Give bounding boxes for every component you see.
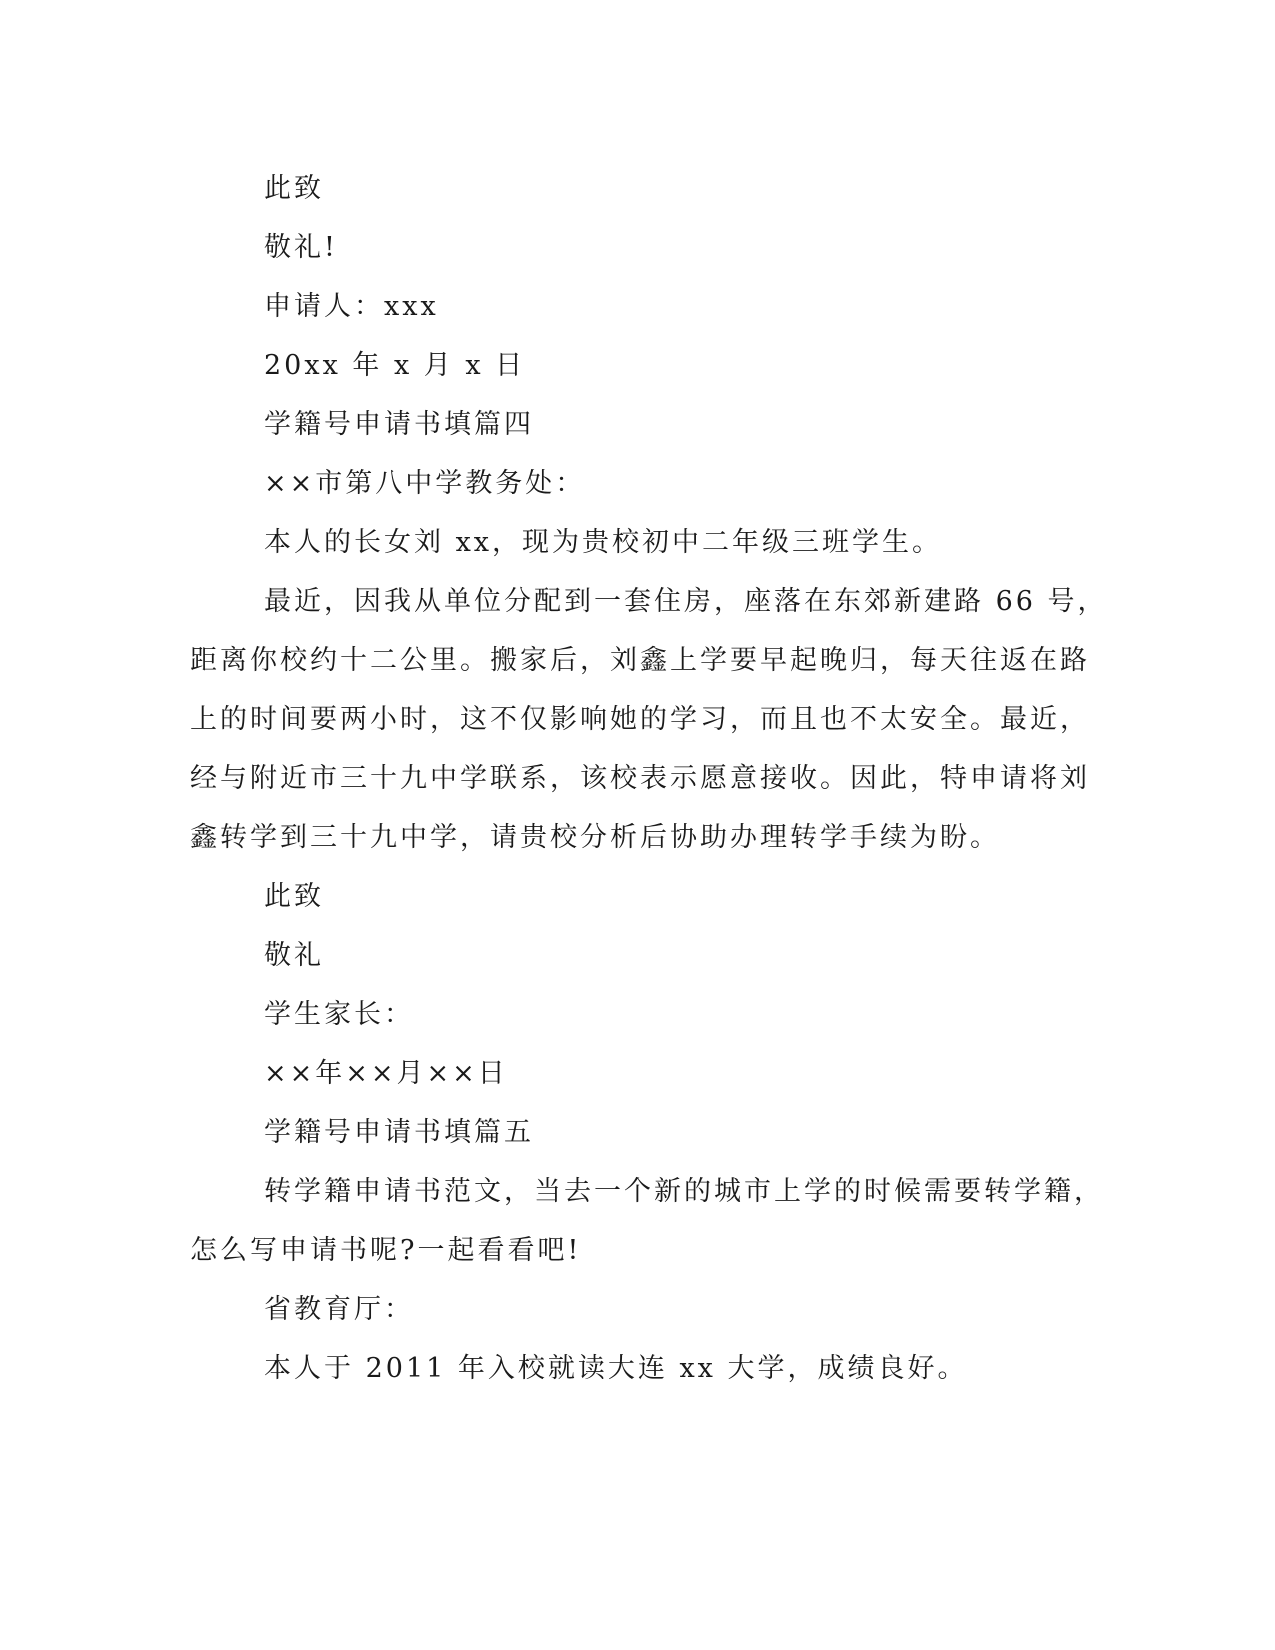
section-heading-4: 学籍号申请书填篇四	[264, 409, 534, 440]
paragraph-line: 经与附近市三十九中学联系，该校表示愿意接收。因此，特申请将刘	[190, 763, 1090, 794]
recipient-line: ××市第八中学教务处：	[264, 468, 586, 499]
section-heading-5: 学籍号申请书填篇五	[264, 1117, 534, 1148]
closing-salutation: 此致	[264, 173, 324, 204]
paragraph-line: 最近，因我从单位分配到一套住房，座落在东郊新建路 66 号，	[264, 586, 1108, 617]
signature-date: 20xx 年 x 月 x 日	[264, 350, 526, 381]
recipient-line: 省教育厅：	[264, 1294, 414, 1325]
applicant-signature: 申请人：xxx	[264, 291, 439, 322]
closing-regards: 敬礼!	[264, 232, 338, 263]
paragraph-line: 本人的长女刘 xx，现为贵校初中二年级三班学生。	[264, 527, 943, 558]
paragraph-line: 距离你校约十二公里。搬家后，刘鑫上学要早起晚归，每天往返在路	[190, 645, 1090, 676]
paragraph-line: 本人于 2011 年入校就读大连 xx 大学，成绩良好。	[264, 1353, 968, 1384]
paragraph-line: 鑫转学到三十九中学，请贵校分析后协助办理转学手续为盼。	[190, 822, 1000, 853]
paragraph-line: 怎么写申请书呢?一起看看吧!	[190, 1235, 582, 1266]
paragraph-line: 上的时间要两小时，这不仅影响她的学习，而且也不太安全。最近，	[190, 704, 1090, 735]
closing-regards: 敬礼	[264, 940, 324, 971]
paragraph-line: 转学籍申请书范文，当去一个新的城市上学的时候需要转学籍，	[264, 1176, 1104, 1207]
signature-date: ××年××月××日	[264, 1058, 508, 1089]
closing-salutation: 此致	[264, 881, 324, 912]
parent-signature: 学生家长：	[264, 999, 414, 1030]
